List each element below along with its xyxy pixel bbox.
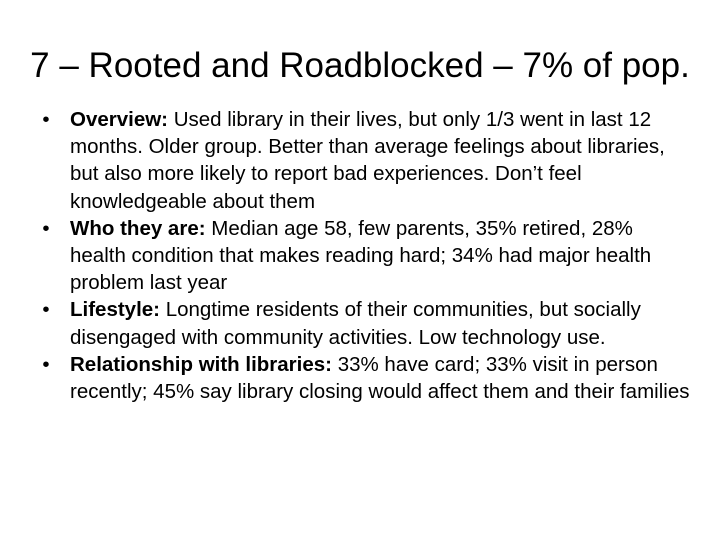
bullet-dot-icon: • (42, 108, 50, 131)
bullet-text: Used library in their lives, but only 1/3 went in last 12 months. Older group. Better than average feelings about libraries, but also more likely to report bad experiences. Don’t feel knowledgeable about them (70, 108, 665, 213)
bullet-label: Who they are: (70, 216, 206, 240)
bullet-dot-icon: • (42, 298, 50, 322)
bullet-dot-icon: • (42, 352, 50, 376)
bullet-label: Overview: (70, 108, 168, 131)
bullet-label: Lifestyle: (70, 298, 160, 322)
bullet-list (36, 106, 690, 405)
bullet-text: 33% have card; 33% visit in person recently; 45% say library closing would affect them and their families (70, 352, 690, 404)
bullet-who-they-are (36, 215, 690, 297)
slide-title: 7 – Rooted and Roadblocked – 7% of pop. (30, 46, 690, 85)
bullet-text: Median age 58, few parents, 35% retired, 28% health condition that makes reading hard; 34% had major health problem last year (70, 216, 652, 295)
bullet-dot-icon: • (42, 216, 50, 240)
bullet-relationship-with-libraries (36, 351, 690, 405)
bullet-lifestyle (36, 296, 690, 350)
bullet-text: Longtime residents of their communities, but socially disengaged with community activities. Low technology use. (70, 298, 641, 349)
bullet-overview (36, 106, 690, 215)
bullet-label: Relationship with libraries: (70, 352, 332, 376)
